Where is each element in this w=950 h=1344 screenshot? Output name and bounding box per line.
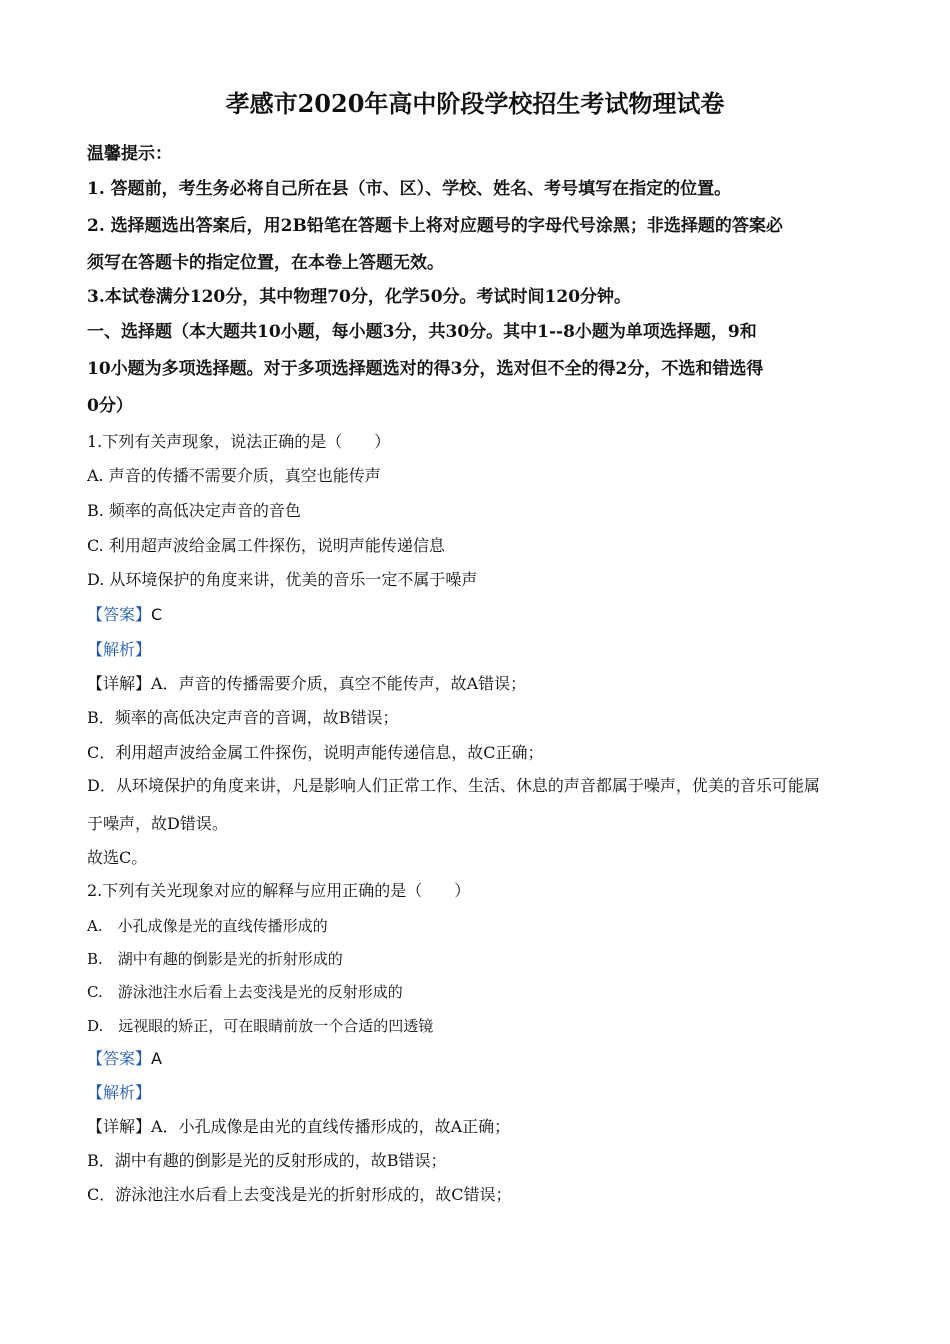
- tip-2-line-2: 须写在答题卡的指定位置，在本卷上答题无效。: [87, 253, 444, 273]
- q2-analysis-label: 【解析】: [87, 1083, 152, 1102]
- q1-explain-b: B．频率的高低决定声音的音调，故B错误；: [87, 708, 399, 727]
- answer-label: 【答案】: [87, 605, 152, 624]
- tip-2-line-1: 2. 选择题选出答案后，用2B铅笔在答题卡上将对应题号的字母代号涂黑；非选择题的答案必: [87, 216, 783, 236]
- q2-explain-b: B．湖中有趣的倒影是光的反射形成的，故B错误；: [87, 1151, 447, 1170]
- q2-explain-c: C．游泳池注水后看上去变浅是光的折射形成的，故C错误；: [87, 1185, 512, 1204]
- detail-label: 【详解】: [87, 1117, 152, 1136]
- q2-explain-a: [87, 1115, 877, 1139]
- tip-3: 3.本试卷满分120分，其中物理70分，化学50分。考试时间120分钟。: [87, 287, 632, 307]
- tip-1: 1. 答题前，考生务必将自己所在县（市、区）、学校、姓名、考号填写在指定的位置。: [87, 179, 732, 199]
- section-heading-line-2: 10小题为多项选择题。对于多项选择题选对的得3分，选对但不全的得2分，不选和错选得: [87, 359, 764, 379]
- answer-label: 【答案】: [87, 1049, 152, 1068]
- q2-option-a: A. 小孔成像是光的直线传播形成的: [87, 917, 328, 935]
- q1-conclusion: 故选C。: [87, 848, 148, 867]
- q1-explain-d-line-1: D．从环境保护的角度来讲，凡是影响人们正常工作、生活、休息的声音都属于噪声，优美的音乐可能属: [87, 776, 820, 795]
- tips-heading: 温馨提示：: [87, 144, 172, 164]
- q1-analysis-label: 【解析】: [87, 640, 152, 659]
- page-title: 孝感市2020年高中阶段学校招生考试物理试卷: [225, 89, 725, 118]
- q2-answer-value: A: [151, 1049, 162, 1068]
- section-heading-line-3: 0分）: [87, 396, 133, 416]
- q2-stem: 2.下列有关光现象对应的解释与应用正确的是（ ）: [87, 881, 471, 900]
- q1-stem: 1.下列有关声现象，说法正确的是（ ）: [87, 432, 391, 451]
- q2-option-c: C. 游泳池注水后看上去变浅是光的反射形成的: [87, 983, 403, 1001]
- q1-option-a: A. 声音的传播不需要介质，真空也能传声: [87, 466, 381, 485]
- q2-option-d: D. 远视眼的矫正，可在眼睛前放一个合适的凹透镜: [87, 1017, 434, 1035]
- q2-answer-row: [87, 1047, 877, 1071]
- q1-explain-a-text: A．声音的传播需要介质，真空不能传声，故A错误；: [151, 674, 527, 693]
- detail-label: 【详解】: [87, 674, 152, 693]
- q2-option-b: B. 湖中有趣的倒影是光的折射形成的: [87, 950, 343, 968]
- q1-explain-d-line-2: 于噪声，故D错误。: [87, 814, 228, 833]
- q1-option-d: D. 从环境保护的角度来讲，优美的音乐一定不属于噪声: [87, 570, 478, 589]
- q1-answer-value: C: [151, 605, 163, 624]
- q1-answer-row: [87, 603, 877, 627]
- q1-explain-a: [87, 672, 877, 696]
- section-heading-line-1: 一、选择题（本大题共10小题，每小题3分，共30分。其中1--8小题为单项选择题，9和: [87, 322, 757, 342]
- q1-option-c: C. 利用超声波给金属工件探伤，说明声能传递信息: [87, 536, 445, 555]
- q2-explain-a-text: A．小孔成像是由光的直线传播形成的，故A正确；: [151, 1117, 511, 1136]
- q1-option-b: B. 频率的高低决定声音的音色: [87, 501, 301, 520]
- q1-explain-c: C．利用超声波给金属工件探伤，说明声能传递信息，故C正确；: [87, 743, 544, 762]
